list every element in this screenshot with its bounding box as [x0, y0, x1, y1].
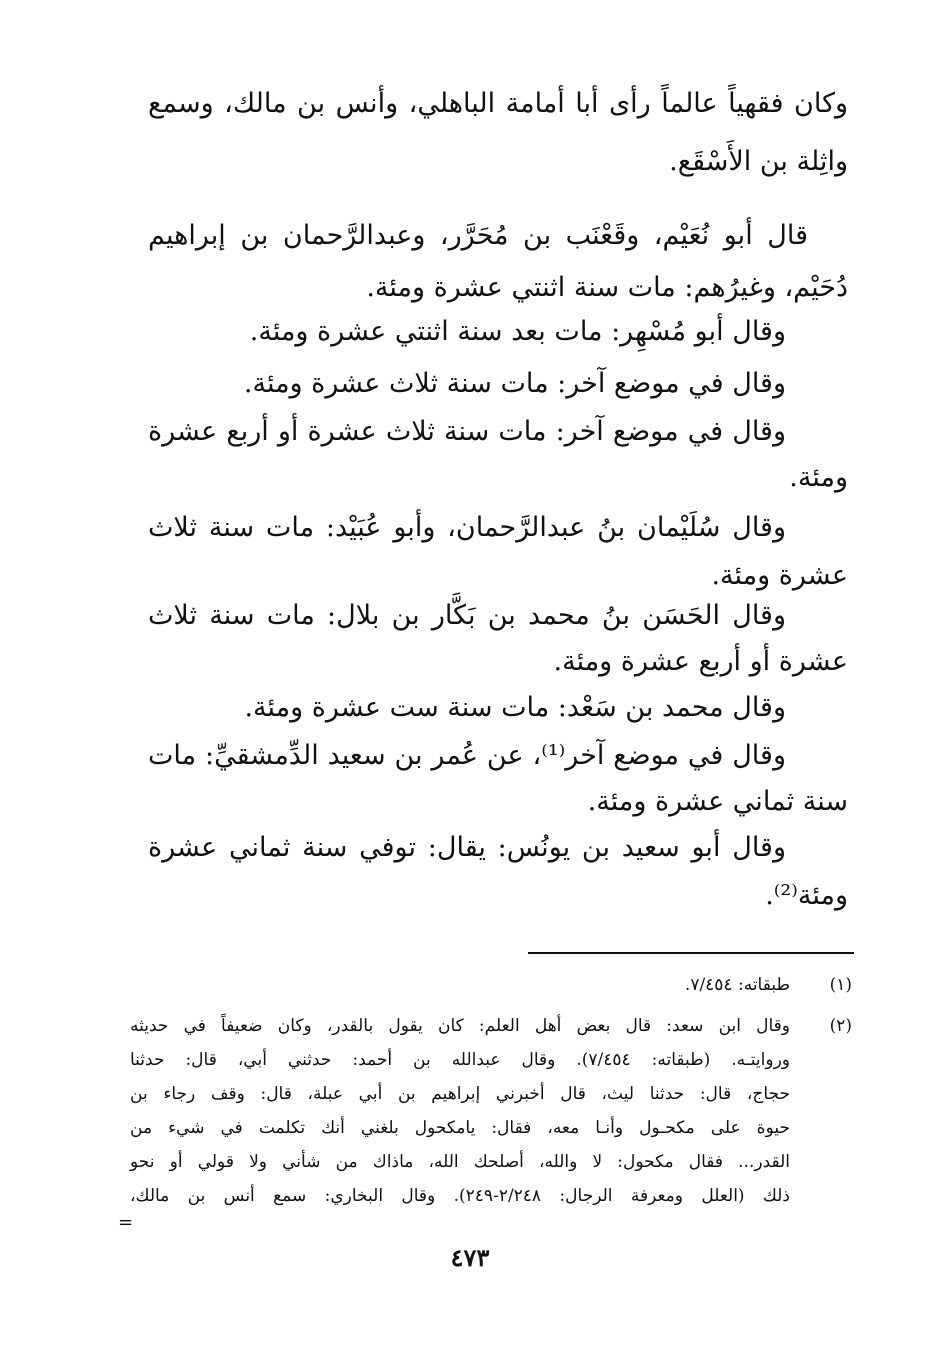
text-line: واثِلة بن الأَسْقَع.	[669, 146, 848, 177]
text-line: وقال في موضع آخر: مات سنة ثلاث عشرة ومئة.	[243, 368, 786, 399]
footnote-line: القدر... فقال مكحول: لا والله، أصلحك الله، ماذاك من شأني ولا قولي أو نحو	[130, 1152, 790, 1172]
footnote-number: (٢)	[829, 1016, 852, 1036]
continuation-mark: =	[118, 1212, 134, 1233]
footnote-line: وروايتـه. (طبقاته: ٧/٤٥٤). وقال عبدالله بن أحمد: حدثني أبي، قال: حدثنا	[130, 1050, 790, 1070]
footnote-line: وقال ابن سعد: قال بعض أهل العلم: كان يقول بالقدر، وكان ضعيفاً في حديثه	[130, 1016, 790, 1036]
text-line: قال أبو نُعَيْم، وقَعْنَب بن مُحَرَّر، وعبدالرَّحمان بن إبراهيم	[148, 220, 808, 251]
text-line: عشرة ومئة.	[711, 560, 848, 591]
footnote-1	[130, 975, 852, 1009]
footnote-line: طبقاته: ٧/٤٥٤.	[684, 975, 790, 995]
text-line: ومئة⁽²⁾.	[765, 880, 848, 911]
page-number: ٤٧٣	[450, 1243, 490, 1272]
text-line: وقال الحَسَن بنُ محمد بن بَكَّار بن بلال: مات سنة ثلاث	[148, 600, 786, 631]
footnote-line: ذلك (العلل ومعرفة الرجال: ٢/٢٤٨-٢٤٩). وقال البخاري: سمع أنس بن مالك،	[130, 1186, 790, 1206]
footnote-number: (١)	[829, 975, 852, 995]
text-line: وقال في موضع آخر: مات سنة ثلاث عشرة أو أربع عشرة	[148, 416, 786, 447]
text-line: وكان فقهياً عالماً رأى أبا أمامة الباهلي، وأنس بن مالك، وسمع	[148, 88, 848, 119]
text-line: عشرة أو أربع عشرة ومئة.	[553, 646, 848, 677]
text-line: سنة ثماني عشرة ومئة.	[587, 786, 848, 817]
footnote-2	[130, 1016, 852, 1220]
text-line: وقال في موضع آخر⁽¹⁾، عن عُمر بن سعيد الدِّمشقيِّ: مات	[148, 740, 786, 771]
text-line: ومئة.	[789, 462, 848, 493]
footnote-separator	[528, 952, 854, 954]
text-line: وقال سُلَيْمان بنُ عبدالرَّحمان، وأبو عُبَيْد: مات سنة ثلاث	[148, 512, 786, 543]
footnote-line: حجاج، قال: حدثنا ليث، قال أخبرني إبراهيم بن أبي عبلة، قال: وقف رجاء بن	[130, 1084, 790, 1104]
text-line: دُحَيْم، وغيرُهم: مات سنة اثنتي عشرة ومئة.	[366, 272, 848, 303]
text-line: وقال أبو سعيد بن يونُس: يقال: توفي سنة ثماني عشرة	[148, 832, 786, 863]
main-text	[148, 88, 848, 911]
footnote-line: حيوة على مكحـول وأنـا معه، فقال: يامكحول بلغني أنك تكلمت في شيء من	[130, 1118, 790, 1138]
text-line: وقال محمد بن سَعْد: مات سنة ست عشرة ومئة.	[244, 692, 786, 723]
text-line: وقال أبو مُسْهِر: مات بعد سنة اثنتي عشرة ومئة.	[249, 316, 786, 347]
